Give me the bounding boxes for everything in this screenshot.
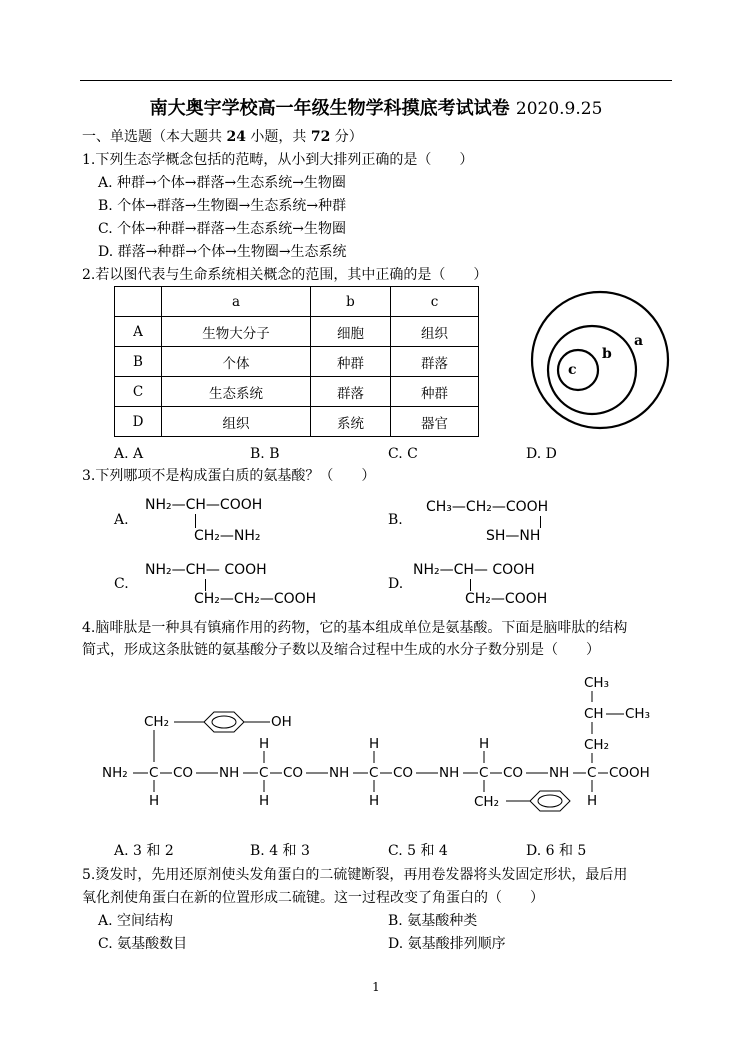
- h-atom: H: [369, 793, 380, 809]
- q3-option-b-label[interactable]: B.: [388, 512, 403, 528]
- alpha-carbon-4: C: [479, 765, 489, 781]
- table-row: [115, 347, 479, 377]
- table-cell: 个体: [162, 347, 311, 377]
- h-atom: H: [259, 736, 270, 752]
- q4-option-a[interactable]: A. 3 和 2: [114, 843, 174, 859]
- q5-stem-line2: 氧化剂使角蛋白在新的位置形成二硫键。这一过程改变了角蛋白的（ ）: [82, 890, 544, 906]
- page-title: [0, 94, 752, 120]
- q3-c-formula-bottom: CH₂—CH₂—COOH: [194, 591, 317, 607]
- q3-a-formula-bottom: CH₂—NH₂: [194, 528, 261, 544]
- q5-option-b[interactable]: B. 氨基酸种类: [388, 913, 478, 929]
- table-cell: 种群: [391, 377, 479, 407]
- alpha-carbon-3: C: [369, 765, 379, 781]
- q2-option-d[interactable]: D. D: [526, 446, 557, 462]
- page-number: 1: [372, 980, 380, 994]
- q3-option-d-label[interactable]: D.: [388, 576, 404, 592]
- q4-option-c[interactable]: C. 5 和 4: [388, 843, 448, 859]
- table-cell: 群落: [311, 377, 391, 407]
- table-cell: 组织: [391, 317, 479, 347]
- benzene-ring-inner: [212, 716, 236, 728]
- nested-circles-diagram: [530, 290, 670, 435]
- nh-group: NH: [549, 765, 570, 781]
- nh-group: NH: [329, 765, 350, 781]
- circle-c: [558, 350, 598, 390]
- q4-option-b[interactable]: B. 4 和 3: [250, 843, 310, 859]
- table-row: [115, 317, 479, 347]
- q5-stem-line1: 5.烫发时，先用还原剂使头发角蛋白的二硫键断裂，再用卷发器将头发固定形状，最后用: [82, 867, 628, 883]
- ch2-group: CH₂: [584, 737, 609, 753]
- cooh-group: COOH: [609, 765, 650, 781]
- peptide-structure: [100, 668, 670, 828]
- nh-group: NH: [439, 765, 460, 781]
- q3-a-formula-top: NH₂—CH—COOH: [145, 497, 263, 513]
- q3-stem: 3.下列哪项不是构成蛋白质的氨基酸？（ ）: [82, 468, 376, 484]
- bond-line: [205, 579, 206, 591]
- header-rule: [80, 80, 672, 81]
- q2-option-c[interactable]: C. C: [388, 446, 418, 462]
- table-cell: 组织: [162, 407, 311, 437]
- q2-option-a[interactable]: A. A: [114, 446, 144, 462]
- ch2-group: CH₂: [144, 714, 169, 730]
- h-atom: H: [587, 793, 598, 809]
- nh-group: NH: [219, 765, 240, 781]
- ch-group: CH: [584, 706, 604, 722]
- h-atom: H: [369, 736, 380, 752]
- q3-d-formula-top: NH₂—CH— COOH: [413, 562, 535, 578]
- h-atom: H: [479, 736, 490, 752]
- q1-option-d[interactable]: D. 群落→种群→个体→生物圈→生态系统: [98, 244, 347, 260]
- label-c: c: [568, 362, 577, 378]
- table-row: [115, 407, 479, 437]
- title-date: 2020.9.25: [515, 99, 603, 119]
- table-header-cell: b: [311, 287, 391, 317]
- co-group: CO: [283, 765, 304, 781]
- table-row: [115, 377, 479, 407]
- co-group: CO: [393, 765, 414, 781]
- q5-option-d[interactable]: D. 氨基酸排列顺序: [388, 936, 506, 952]
- nh2-group: NH₂: [102, 765, 128, 781]
- q4-option-d[interactable]: D. 6 和 5: [526, 843, 587, 859]
- table-header-cell: c: [391, 287, 479, 317]
- ch2-group: CH₂: [474, 794, 499, 810]
- q4-stem-line1: 4.脑啡肽是一种具有镇痛作用的药物，它的基本组成单位是氨基酸。下面是脑啡肽的结构: [82, 620, 628, 636]
- alpha-carbon-1: C: [149, 765, 159, 781]
- bond-line: [540, 516, 541, 528]
- q4-stem-line2: 简式，形成这条肽链的氨基酸分子数以及缩合过程中生成的水分子数分别是（ ）: [82, 642, 600, 658]
- bond-line: [470, 579, 471, 591]
- section-heading: 一、单选题（本大题共 24 小题，共 72 分）: [82, 129, 363, 145]
- oh-group: OH: [271, 714, 292, 730]
- q2-table: [114, 286, 479, 437]
- q3-option-c-label[interactable]: C.: [114, 576, 129, 592]
- table-cell: 系统: [311, 407, 391, 437]
- h-atom: H: [149, 793, 160, 809]
- bond-line: [195, 514, 196, 528]
- q3-d-formula-bottom: CH₂—COOH: [465, 591, 548, 607]
- label-b: b: [602, 346, 612, 362]
- title-main: 南大奥宇学校高一年级生物学科摸底考试试卷: [149, 98, 510, 119]
- table-cell: C: [115, 377, 162, 407]
- table-header-cell: [115, 287, 162, 317]
- q5-option-a[interactable]: A. 空间结构: [98, 913, 174, 929]
- q3-b-formula-bottom: SH—NH: [486, 528, 541, 544]
- q2-stem: 2.若以图代表与生命系统相关概念的范围，其中正确的是（ ）: [82, 267, 488, 283]
- q3-c-formula-top: NH₂—CH— COOH: [145, 562, 267, 578]
- co-group: CO: [503, 765, 524, 781]
- table-cell: 细胞: [311, 317, 391, 347]
- benzene-ring: [204, 712, 244, 732]
- q5-option-c[interactable]: C. 氨基酸数目: [98, 936, 188, 952]
- table-cell: D: [115, 407, 162, 437]
- table-cell: A: [115, 317, 162, 347]
- table-header-row: [115, 287, 479, 317]
- benzene-ring-inner: [538, 795, 562, 807]
- q3-b-formula-top: CH₃—CH₂—COOH: [426, 499, 549, 515]
- q1-option-b[interactable]: B. 个体→群落→生物圈→生态系统→种群: [98, 198, 347, 214]
- q1-option-a[interactable]: A. 种群→个体→群落→生态系统→生物圈: [98, 175, 346, 191]
- h-atom: H: [259, 793, 270, 809]
- q2-option-b[interactable]: B. B: [250, 446, 280, 462]
- table-header-cell: a: [162, 287, 311, 317]
- q1-stem: 1.下列生态学概念包括的范畴，从小到大排列正确的是（ ）: [82, 152, 474, 168]
- label-a: a: [634, 333, 644, 349]
- table-cell: 器官: [391, 407, 479, 437]
- alpha-carbon-5: C: [587, 765, 597, 781]
- q3-option-a-label[interactable]: A.: [114, 512, 129, 528]
- table-cell: 生物大分子: [162, 317, 311, 347]
- ch3-group: CH₃: [625, 706, 650, 722]
- circle-b: [548, 326, 636, 414]
- circle-a: [532, 292, 668, 428]
- table-cell: B: [115, 347, 162, 377]
- table-cell: 种群: [311, 347, 391, 377]
- co-group: CO: [173, 765, 194, 781]
- benzene-ring: [530, 791, 570, 811]
- alpha-carbon-2: C: [259, 765, 269, 781]
- q1-option-c[interactable]: C. 个体→种群→群落→生态系统→生物圈: [98, 221, 347, 237]
- ch3-group: CH₃: [584, 675, 609, 691]
- table-cell: 群落: [391, 347, 479, 377]
- table-cell: 生态系统: [162, 377, 311, 407]
